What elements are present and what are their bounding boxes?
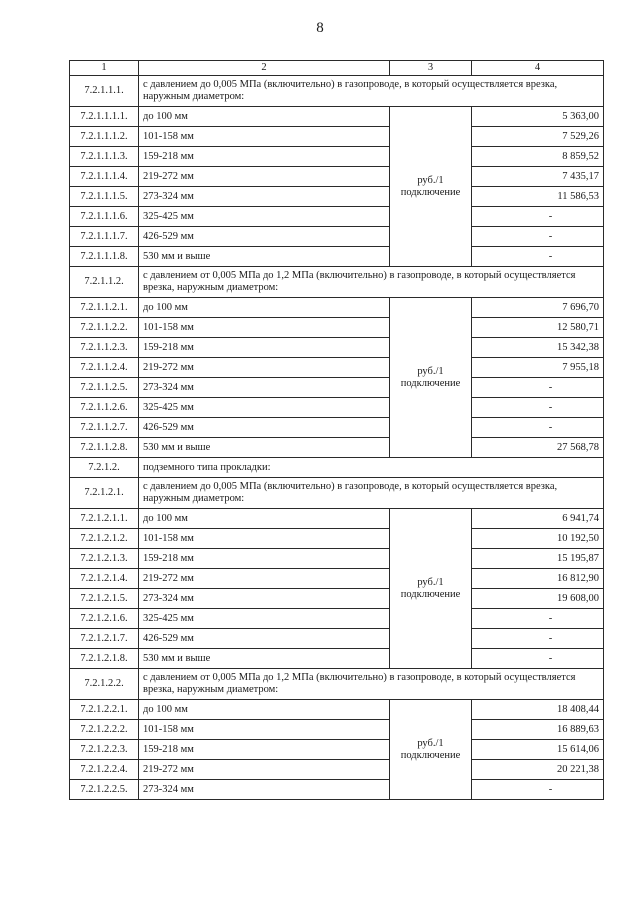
item-price: 15 195,87: [472, 549, 604, 569]
item-code: 7.2.1.1.2.5.: [70, 378, 139, 398]
item-diameter: до 100 мм: [139, 298, 390, 318]
tariff-row: [70, 509, 604, 529]
item-diameter: 325-425 мм: [139, 609, 390, 629]
item-price: 19 608,00: [472, 589, 604, 609]
item-diameter: до 100 мм: [139, 509, 390, 529]
section-title: с давлением от 0,005 МПа до 1,2 МПа (включительно) в газопроводе, в который осуществляется врезка, наружным диаметром:: [139, 267, 604, 298]
tariff-row: [70, 780, 604, 800]
item-diameter: 530 мм и выше: [139, 247, 390, 267]
item-price: 7 696,70: [472, 298, 604, 318]
unit-label-line1: руб./1: [417, 576, 444, 588]
item-diameter: 101-158 мм: [139, 720, 390, 740]
item-code: 7.2.1.2.2.4.: [70, 760, 139, 780]
item-code: 7.2.1.1.2.6.: [70, 398, 139, 418]
item-code: 7.2.1.1.1.2.: [70, 127, 139, 147]
item-price: 27 568,78: [472, 438, 604, 458]
item-code: 7.2.1.2.2.2.: [70, 720, 139, 740]
item-code: 7.2.1.1.2.7.: [70, 418, 139, 438]
tariff-row: [70, 167, 604, 187]
section-header-row: [70, 76, 604, 107]
item-price: 8 859,52: [472, 147, 604, 167]
item-code: 7.2.1.1.2.1.: [70, 298, 139, 318]
tariff-row: [70, 247, 604, 267]
item-diameter: 219-272 мм: [139, 167, 390, 187]
tariff-row: [70, 318, 604, 338]
unit-cell: [390, 700, 472, 800]
item-diameter: 101-158 мм: [139, 318, 390, 338]
item-price: -: [472, 418, 604, 438]
item-diameter: 273-324 мм: [139, 378, 390, 398]
tariff-row: [70, 358, 604, 378]
unit-cell: [390, 509, 472, 669]
section-code: 7.2.1.1.1.: [70, 76, 139, 107]
unit-label: [394, 366, 467, 390]
tariff-row: [70, 187, 604, 207]
tariff-row: [70, 700, 604, 720]
item-price: -: [472, 629, 604, 649]
item-diameter: до 100 мм: [139, 107, 390, 127]
item-code: 7.2.1.1.1.5.: [70, 187, 139, 207]
item-price: -: [472, 649, 604, 669]
item-code: 7.2.1.1.1.3.: [70, 147, 139, 167]
item-code: 7.2.1.1.1.4.: [70, 167, 139, 187]
item-price: -: [472, 207, 604, 227]
section-title: подземного типа прокладки:: [139, 458, 604, 478]
tariff-row: [70, 629, 604, 649]
section-header-row: [70, 458, 604, 478]
item-price: -: [472, 780, 604, 800]
tariff-row: [70, 207, 604, 227]
unit-label-line2: подключение: [400, 186, 461, 198]
item-code: 7.2.1.2.1.8.: [70, 649, 139, 669]
tariff-row: [70, 398, 604, 418]
item-price: 5 363,00: [472, 107, 604, 127]
tariff-row: [70, 298, 604, 318]
unit-label-line1: руб./1: [417, 365, 444, 377]
item-price: 15 342,38: [472, 338, 604, 358]
item-code: 7.2.1.1.1.6.: [70, 207, 139, 227]
section-code: 7.2.1.2.2.: [70, 669, 139, 700]
item-code: 7.2.1.1.2.4.: [70, 358, 139, 378]
column-number: 2: [139, 61, 390, 76]
tariff-table-body: [70, 61, 604, 800]
item-price: 16 889,63: [472, 720, 604, 740]
item-code: 7.2.1.2.2.1.: [70, 700, 139, 720]
unit-label: [394, 738, 467, 762]
item-diameter: 159-218 мм: [139, 740, 390, 760]
item-price: 18 408,44: [472, 700, 604, 720]
item-code: 7.2.1.1.1.1.: [70, 107, 139, 127]
tariff-row: [70, 418, 604, 438]
tariff-row: [70, 609, 604, 629]
item-diameter: 325-425 мм: [139, 398, 390, 418]
tariff-row: [70, 107, 604, 127]
unit-label: [394, 577, 467, 601]
item-code: 7.2.1.2.1.1.: [70, 509, 139, 529]
tariff-row: [70, 127, 604, 147]
item-code: 7.2.1.2.2.3.: [70, 740, 139, 760]
item-price: -: [472, 378, 604, 398]
item-price: 11 586,53: [472, 187, 604, 207]
item-code: 7.2.1.2.1.6.: [70, 609, 139, 629]
item-diameter: 325-425 мм: [139, 207, 390, 227]
page-number: 8: [316, 20, 324, 36]
tariff-row: [70, 438, 604, 458]
item-diameter: 426-529 мм: [139, 227, 390, 247]
tariff-row: [70, 569, 604, 589]
item-code: 7.2.1.2.1.5.: [70, 589, 139, 609]
column-number: 3: [390, 61, 472, 76]
unit-cell: [390, 298, 472, 458]
tariff-row: [70, 740, 604, 760]
item-diameter: 101-158 мм: [139, 529, 390, 549]
item-code: 7.2.1.2.2.5.: [70, 780, 139, 800]
tariff-row: [70, 649, 604, 669]
item-price: 15 614,06: [472, 740, 604, 760]
tariff-row: [70, 378, 604, 398]
unit-label: [394, 175, 467, 199]
item-code: 7.2.1.1.2.3.: [70, 338, 139, 358]
item-price: 6 941,74: [472, 509, 604, 529]
item-diameter: 530 мм и выше: [139, 649, 390, 669]
section-header-row: [70, 478, 604, 509]
section-header-row: [70, 669, 604, 700]
item-price: 12 580,71: [472, 318, 604, 338]
item-code: 7.2.1.1.1.8.: [70, 247, 139, 267]
column-number-row: [70, 61, 604, 76]
unit-label-line1: руб./1: [417, 174, 444, 186]
section-header-row: [70, 267, 604, 298]
section-title: с давлением от 0,005 МПа до 1,2 МПа (включительно) в газопроводе, в который осуществляется врезка, наружным диаметром:: [139, 669, 604, 700]
tariff-row: [70, 549, 604, 569]
section-code: 7.2.1.2.1.: [70, 478, 139, 509]
item-diameter: 159-218 мм: [139, 549, 390, 569]
item-price: 7 529,26: [472, 127, 604, 147]
tariff-row: [70, 589, 604, 609]
item-code: 7.2.1.1.1.7.: [70, 227, 139, 247]
unit-label-line2: подключение: [400, 377, 461, 389]
item-code: 7.2.1.2.1.7.: [70, 629, 139, 649]
item-price: 7 955,18: [472, 358, 604, 378]
item-price: -: [472, 398, 604, 418]
item-diameter: 219-272 мм: [139, 358, 390, 378]
item-diameter: 273-324 мм: [139, 187, 390, 207]
item-price: -: [472, 609, 604, 629]
item-diameter: 530 мм и выше: [139, 438, 390, 458]
item-price: 20 221,38: [472, 760, 604, 780]
item-price: 10 192,50: [472, 529, 604, 549]
item-price: -: [472, 227, 604, 247]
section-title: с давлением до 0,005 МПа (включительно) в газопроводе, в который осуществляется врезка, наружным диаметром:: [139, 478, 604, 509]
section-title: с давлением до 0,005 МПа (включительно) в газопроводе, в который осуществляется врезка, наружным диаметром:: [139, 76, 604, 107]
unit-label-line2: подключение: [400, 749, 461, 761]
tariff-row: [70, 760, 604, 780]
tariff-row: [70, 720, 604, 740]
unit-cell: [390, 107, 472, 267]
item-diameter: 159-218 мм: [139, 338, 390, 358]
item-diameter: 219-272 мм: [139, 569, 390, 589]
tariff-table: [69, 60, 604, 800]
unit-label-line2: подключение: [400, 588, 461, 600]
tariff-row: [70, 227, 604, 247]
item-diameter: 426-529 мм: [139, 418, 390, 438]
item-diameter: до 100 мм: [139, 700, 390, 720]
item-diameter: 273-324 мм: [139, 589, 390, 609]
item-code: 7.2.1.1.2.2.: [70, 318, 139, 338]
item-code: 7.2.1.2.1.3.: [70, 549, 139, 569]
item-diameter: 159-218 мм: [139, 147, 390, 167]
item-code: 7.2.1.2.1.2.: [70, 529, 139, 549]
item-price: 16 812,90: [472, 569, 604, 589]
item-diameter: 219-272 мм: [139, 760, 390, 780]
column-number: 1: [70, 61, 139, 76]
item-price: 7 435,17: [472, 167, 604, 187]
unit-label-line1: руб./1: [417, 737, 444, 749]
section-code: 7.2.1.1.2.: [70, 267, 139, 298]
item-diameter: 426-529 мм: [139, 629, 390, 649]
item-price: -: [472, 247, 604, 267]
tariff-row: [70, 529, 604, 549]
item-diameter: 273-324 мм: [139, 780, 390, 800]
column-number: 4: [472, 61, 604, 76]
item-diameter: 101-158 мм: [139, 127, 390, 147]
item-code: 7.2.1.1.2.8.: [70, 438, 139, 458]
section-code: 7.2.1.2.: [70, 458, 139, 478]
item-code: 7.2.1.2.1.4.: [70, 569, 139, 589]
tariff-row: [70, 338, 604, 358]
tariff-row: [70, 147, 604, 167]
